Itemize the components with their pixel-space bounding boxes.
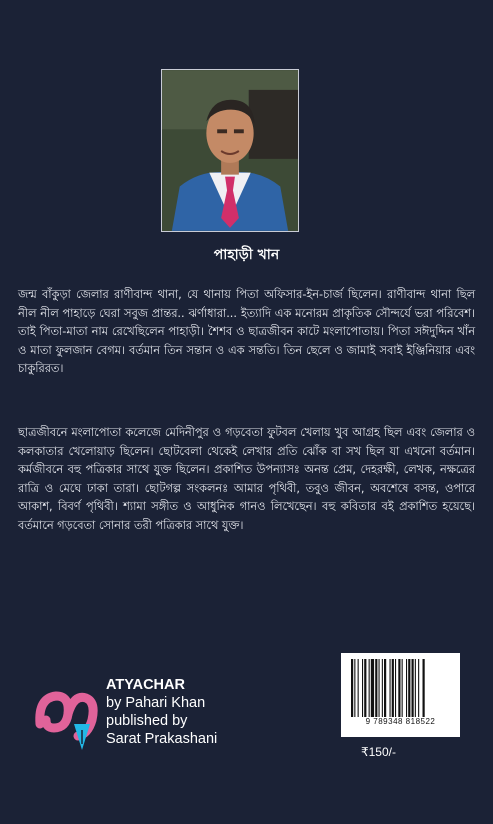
publisher-name: Sarat Prakashani — [106, 731, 218, 747]
author-portrait-image — [162, 70, 298, 231]
barcode-bar — [358, 659, 359, 717]
price: ₹150/- — [361, 745, 396, 759]
barcode-bar — [406, 659, 407, 717]
barcode-bar — [423, 659, 425, 717]
barcode-bar — [379, 659, 380, 717]
barcode-bar — [354, 659, 355, 717]
barcode-bar — [369, 659, 370, 717]
publisher-info — [106, 676, 256, 748]
barcode-bar — [402, 659, 403, 717]
barcode-bars — [351, 659, 450, 717]
author-name: পাহাড়ী খান — [213, 247, 280, 263]
barcode-bar — [398, 659, 400, 717]
published-by-line: published by — [106, 713, 188, 729]
isbn-number: 9 789348 818522 — [365, 717, 436, 726]
barcode-bar — [415, 659, 416, 717]
barcode-bar — [418, 659, 419, 717]
barcode-bar — [395, 659, 396, 717]
barcode-bar — [364, 659, 366, 717]
bio-paragraph-2: ছাত্রজীবনে মংলাপোতা কলেজে মেদিনীপুর ও গড়বেতা ফুটবল খেলায় খুব আগ্রহ ছিল এবং জেলার ও কলকাতার খেলোয়াড় ছিলেন। ছোটবেলা থেকেই লেখার প্রতি ঝোঁক বা সখ ছিল যা এখনো বর্তমান। কর্মজীবনে বহু পত্রিকার সাথে যুক্ত ছিলেন। প্রকাশিত উপন্যাসঃ অনন্ত প্রেম, দেহরক্ষী, লেখক, নক্ষত্রের রাত্রি ও মেঘে ঢাকা তারা। ছোটগল্প সংকলনঃ আমার পৃথিবী, তবুও জীবন, অবশেষে বসন্ত, ওপারে আকাশ, বিবর্ণ পৃথিবী। শ্যামা সঙ্গীত ও আধুনিক গানও লিখেছেন। বহু কবিতার বই প্রকাশিত হয়েছে। বর্তমানে গড়বেতা সোনার তরী পত্রিকার সাথে যুক্ত। — [18, 426, 475, 532]
bio-paragraph-1: জন্ম বাঁকুড়া জেলার রাণীবান্দ থানা, যে থানায় পিতা অফিসার-ইন-চার্জ ছিলেন। রাণীবান্দ থানা ছিল নীল নীল পাহাড়ে ঘেরা সবুজ প্রান্তর.. ঝর্ণাধারা... ইত্যাদি এক মনোরম প্রাকৃতিক সৌন্দর্যে ভরা পরিবেশ। তাই পিতা-মাতা নাম রেখেছিলেন পাহাড়ী। শৈশব ও ছাত্রজীবন কাটে মংলাপোতায়। পিতা সঈদুদ্দিন খাঁন ও মাতা ফুলজান বেগম। বর্তমান তিন সন্তান ও এক সন্ততি। তিন ছেলে ও জামাই সবাই ইঞ্জিনিয়ার এবং চাকুরিরত। — [18, 288, 475, 376]
author-photo — [161, 69, 299, 232]
barcode-bar — [382, 659, 383, 717]
barcode-bar — [375, 659, 377, 717]
barcode-bar — [390, 659, 391, 717]
barcode-bar — [384, 659, 386, 717]
barcode-bar — [392, 659, 394, 717]
by-line: by Pahari Khan — [106, 695, 206, 711]
barcode-bar — [412, 659, 414, 717]
barcode — [341, 653, 460, 737]
barcode-bar — [371, 659, 374, 717]
book-title: ATYACHAR — [106, 677, 185, 693]
barcode-bar — [408, 659, 410, 717]
barcode-bar — [362, 659, 363, 717]
barcode-bar — [351, 659, 353, 717]
pen-nib-logo-icon — [34, 684, 100, 754]
